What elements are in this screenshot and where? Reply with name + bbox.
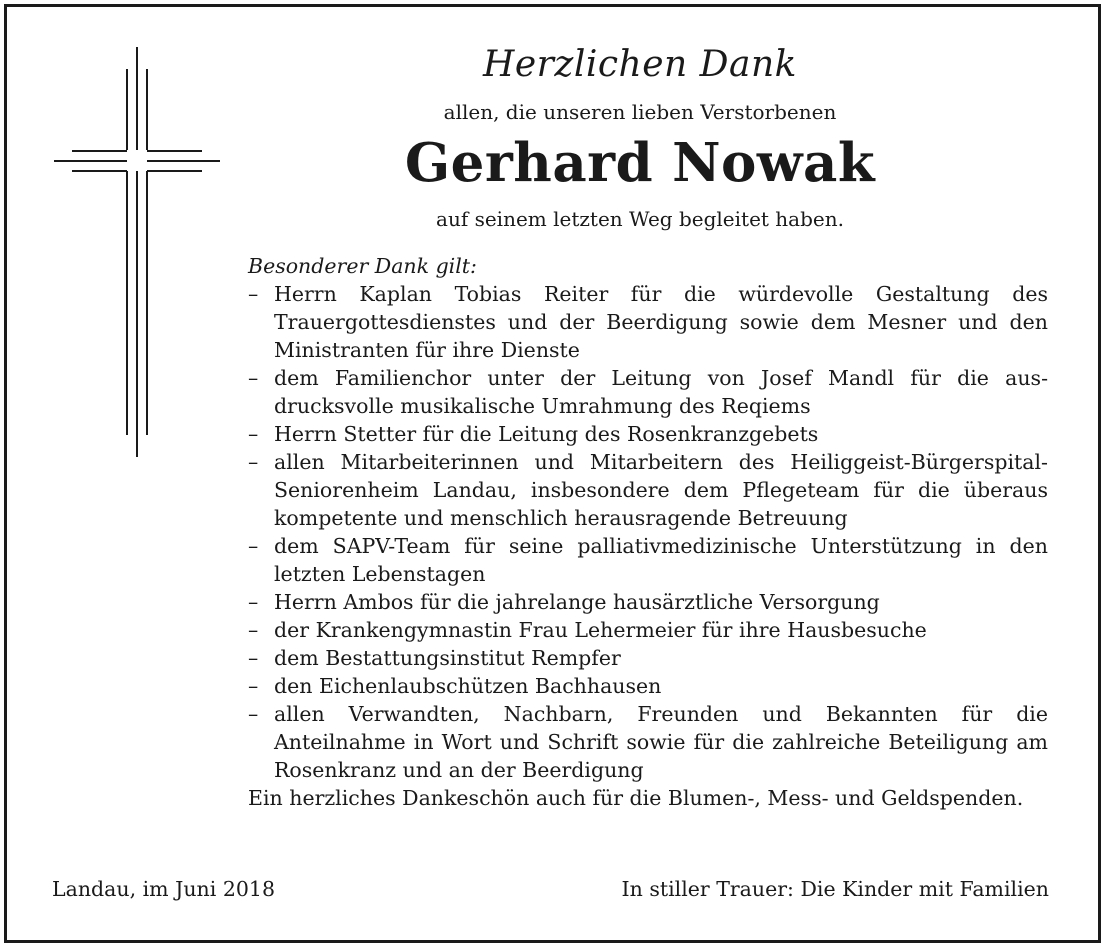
heading: Herzlichen Dank — [482, 44, 797, 85]
thanks-item: – den Eichenlaubschützen Bachhausen — [248, 672, 1048, 700]
thanks-lead: Besonderer Dank gilt: — [248, 254, 477, 278]
intro-line: allen, die unseren lieben Verstorbenen — [443, 100, 837, 124]
thanks-item: – dem SAPV-Team für seine palliativmedizinische Unterstützung in den letzten Lebenstagen — [248, 532, 1048, 588]
thanks-item: – allen Verwandten, Nachbarn, Freunden und Bekannten für die Anteilnahme in Wort und Schrift sowie für die zahlreiche Beteiligung am Rosenkranz und an der Beerdigung — [248, 700, 1048, 784]
thanks-item: – Herrn Ambos für die jahrelange hausärztliche Versorgung — [248, 588, 1048, 616]
thanks-item: – Herrn Stetter für die Leitung des Rosenkranzgebets — [248, 420, 1048, 448]
outro-line: auf seinem letzten Weg begleitet haben. — [436, 207, 844, 231]
closing-text: Ein herzliches Dankeschön auch für die Blumen-, Mess- und Geldspenden. — [248, 786, 1024, 810]
cross-icon — [50, 45, 225, 465]
signature: In stiller Trauer: Die Kinder mit Familien — [621, 877, 1049, 901]
thanks-item: – allen Mitarbeiterinnen und Mitarbeitern des Heiliggeist-Bürgerspital-Seniorenheim Landau, insbesondere dem Pflegeteam für die überaus kompetente und menschlich herausragende Betreuung — [248, 448, 1048, 532]
place-date: Landau, im Juni 2018 — [52, 877, 275, 901]
thanks-item: – dem Bestattungsinstitut Rempfer — [248, 644, 1048, 672]
thanks-list — [248, 280, 1048, 784]
thanks-item: – Herrn Kaplan Tobias Reiter für die würdevolle Gestaltung des Trauergottesdienstes und der Beerdigung sowie dem Mesner und den Ministranten für ihre Dienste — [248, 280, 1048, 364]
thanks-item: – der Krankengymnastin Frau Lehermeier für ihre Hausbesuche — [248, 616, 1048, 644]
thanks-item: – dem Familienchor unter der Leitung von Josef Mandl für die ausdrucksvolle musikalische Umrahmung des Reqiems — [248, 364, 1048, 420]
deceased-name: Gerhard Nowak — [404, 132, 876, 194]
thanks-section — [248, 252, 1048, 812]
